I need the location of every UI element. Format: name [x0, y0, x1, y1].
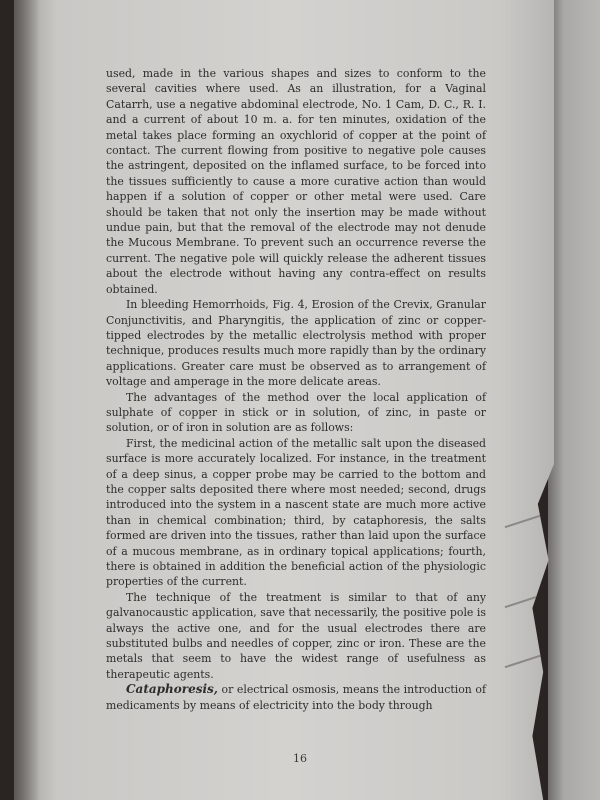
page-tear-mark	[505, 594, 544, 608]
page-spine-shadow	[14, 0, 40, 800]
paragraph-cataphoresis	[106, 682, 486, 713]
paragraph-hemorrhoids: In bleeding Hemorrhoids, Fig. 4, Erosion of the Crevix, Granular Conjunctivitis, and Pharyngitis, the application of zinc or copper-tipped electrodes by the metallic electrolysis method with proper technique, produces results much more rapidly than by the ordinary applications. Greater care must be observed as to arrangement of voltage and amperage in the more delicate areas.	[106, 298, 486, 389]
cataphoresis-text: or electrical osmosis, means the introduction of medicaments by means of electricity into the body through	[106, 683, 486, 712]
paragraph-first-second-third: First, the medicinal action of the metallic salt upon the diseased surface is more accurately localized. For instance, in the treatment of a deep sinus, a copper probe may be carried to the bottom and the copper salts deposited there where most needed; second, drugs introduced into the system in a nascent state are much more active than in chemical combination; third, by cataphoresis, the salts formed are driven into the tissues, rather than laid upon the surface of a mucous membrane, as in ordinary topical applications; fourth, there is obtained in addition the beneficial action of the physiologic properties of the current.	[106, 436, 486, 589]
adjacent-page-edge	[548, 0, 600, 800]
page-number: 16	[293, 752, 307, 765]
page-tear-mark	[505, 514, 544, 528]
paragraph-technique: The technique of the treatment is similar to that of any galvanocaustic application, save that necessarily, the positive pole is always the active one, and for the usual electrodes there are substituted bulbs and needles of copper, zinc or iron. These are the metals that seem to have the widest range of usefulness as therapeutic agents.	[106, 590, 486, 681]
cataphoresis-term: Cataphoresis,	[126, 682, 218, 697]
page-body-text	[106, 66, 486, 713]
page-tear-mark	[505, 654, 544, 668]
paragraph-continued: used, made in the various shapes and sizes to conform to the several cavities where used. As an illustration, for a Vaginal Catarrh, use a negative abdominal electrode, No. 1 Cam, D. C., R. I. and a current of about 10 m. a. for ten minutes, oxidation of the metal takes place forming an oxychlorid of copper at the point of contact. The current flowing from positive to negative pole causes the astringent, deposited on the inflamed surface, to be forced into the tissues sufficiently to cause a more curative action than would happen if a solution of copper or other metal were used. Care should be taken that not only the insertion may be made without undue pain, but that the removal of the electrode may not denude the Mucous Membrane. To prevent such an occurrence reverse the current. The negative pole will quickly release the adherent tissues about the electrode without having any contra-effect on results obtained.	[106, 67, 486, 296]
paragraph-advantages: The advantages of the method over the local application of sulphate of copper in stick or in solution, of zinc, in paste or solution, or of iron in solution are as follows:	[106, 390, 486, 435]
